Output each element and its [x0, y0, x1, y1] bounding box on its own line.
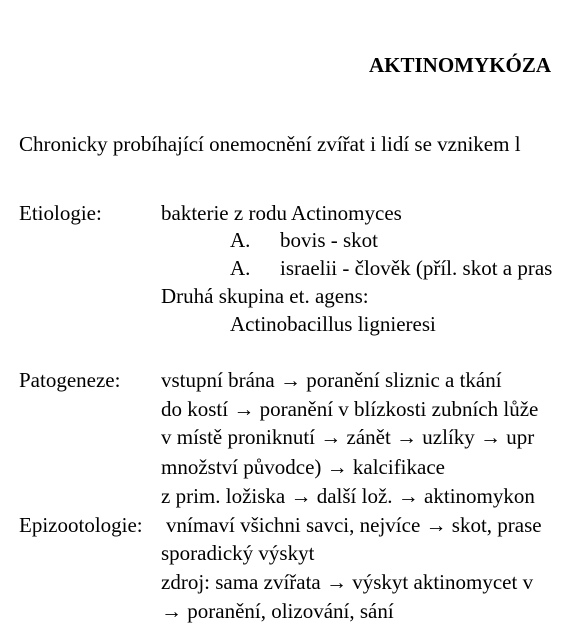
- etiology-line-5: Actinobacillus lignieresi: [230, 312, 436, 336]
- pathogenesis-line-3: v místě proniknutí → zánět → uzlíky → upr: [161, 425, 535, 449]
- etiology-item-marker-1: A.: [230, 228, 251, 252]
- epizootology-line-4: → poranění, olizování, sání: [161, 599, 394, 623]
- pathogenesis-line-5: z prim. ložiska → další lož. → aktinomykon: [161, 484, 535, 508]
- etiology-item-text-1: bovis - skot: [280, 228, 379, 252]
- etiology-label: Etiologie:: [19, 201, 102, 225]
- epizootology-line-2: sporadický výskyt: [161, 541, 315, 565]
- pathogenesis-line-2: do kostí → poranění v blízkosti zubních lůže: [161, 397, 539, 421]
- document-title: AKTINOMYKÓZA: [369, 53, 552, 77]
- pathogenesis-line-1: vstupní brána → poranění sliznic a tkání: [161, 368, 502, 392]
- epizootology-label: Epizootologie:: [19, 513, 143, 537]
- epizootology-line-3: zdroj: sama zvířata → výskyt aktinomycet v: [161, 570, 534, 594]
- etiology-line-4: Druhá skupina et. agens:: [161, 284, 369, 308]
- etiology-item-marker-2: A.: [230, 256, 251, 280]
- pathogenesis-line-4: množství původce) → kalcifikace: [161, 455, 445, 479]
- etiology-item-text-2: israelii - člověk (příl. skot a pras: [280, 256, 553, 280]
- etiology-line-1: bakterie z rodu Actinomyces: [161, 201, 402, 225]
- intro-paragraph: Chronicky probíhající onemocnění zvířat i lidí se vznikem l: [19, 132, 521, 156]
- epizootology-line-1: vnímaví všichni savci, nejvíce → skot, prase: [166, 513, 542, 537]
- pathogenesis-label: Patogeneze:: [19, 368, 121, 392]
